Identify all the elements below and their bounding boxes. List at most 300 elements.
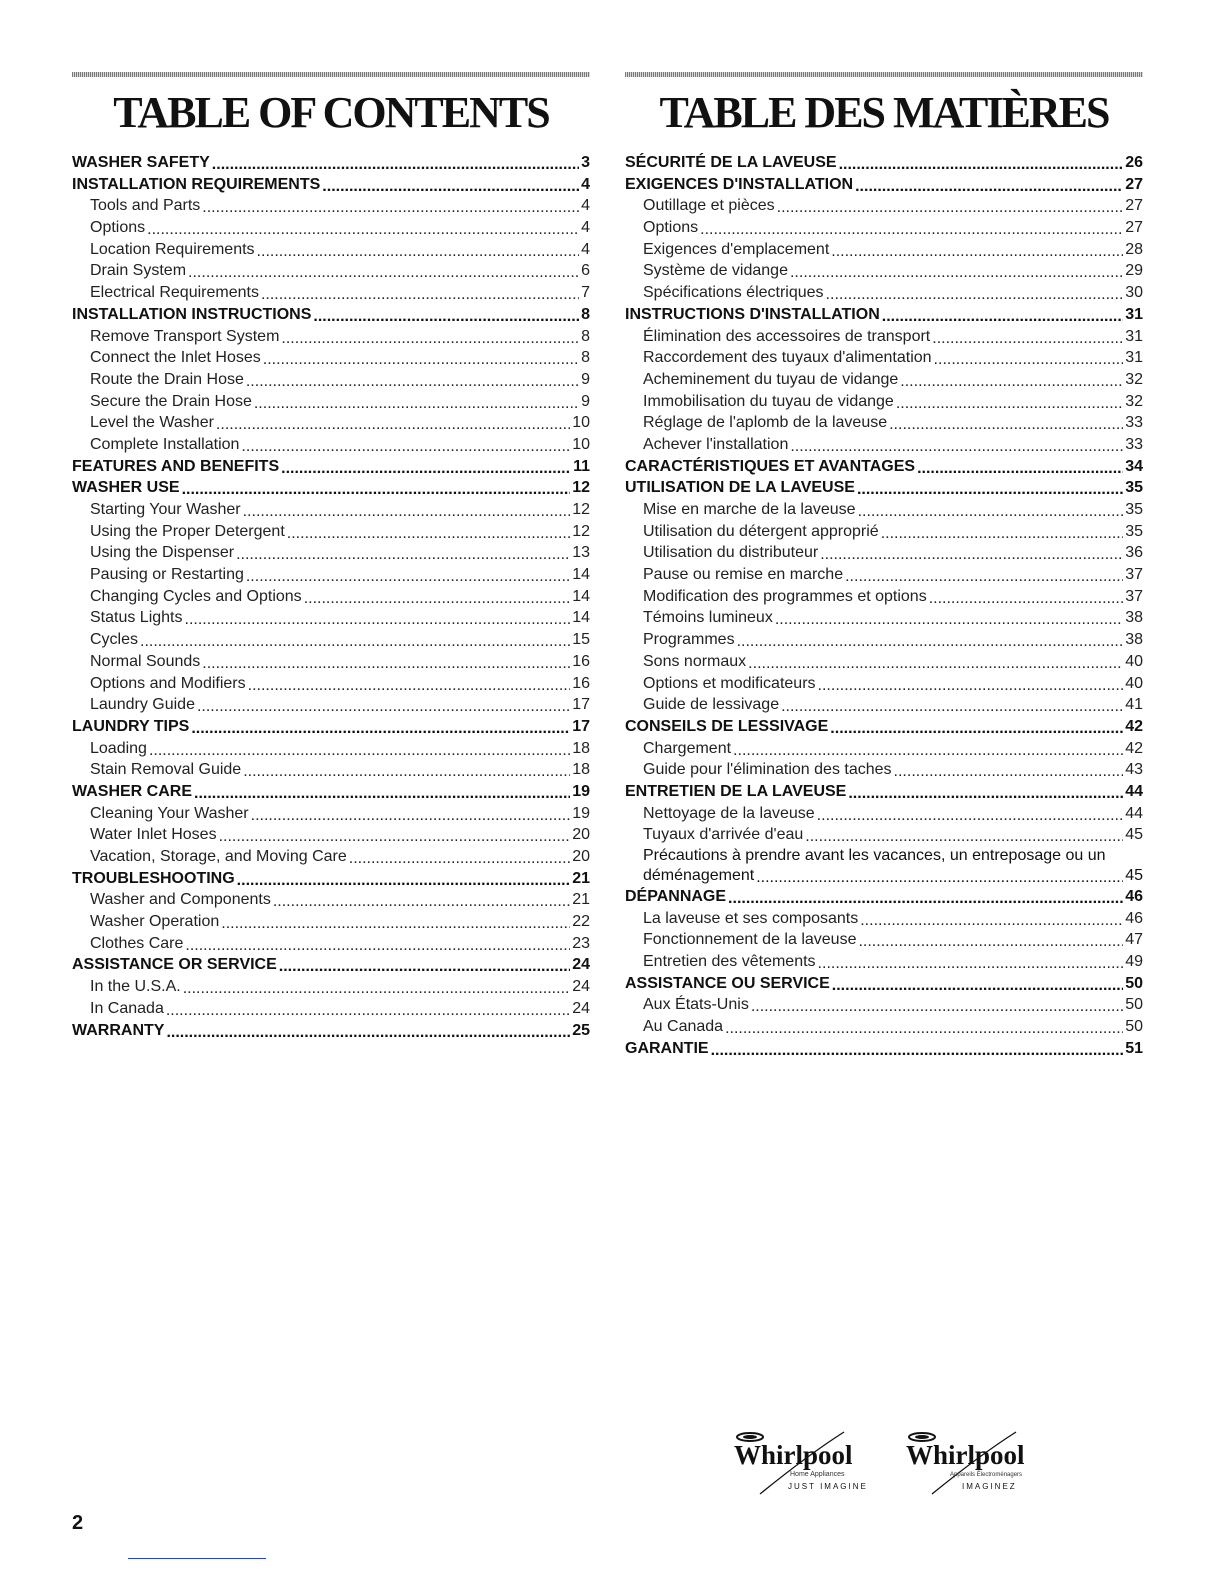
toc-section-entry xyxy=(72,716,590,738)
toc-subsection-entry xyxy=(72,369,590,391)
toc-page-number: 50 xyxy=(1125,1018,1143,1036)
toc-subsection-entry xyxy=(72,651,590,673)
toc-subsection-entry xyxy=(625,1016,1143,1038)
toc-english xyxy=(72,72,590,1041)
toc-page-number: 21 xyxy=(572,869,590,887)
toc-title: TABLE OF CONTENTS xyxy=(113,88,549,137)
toc-page-number: 27 xyxy=(1125,197,1143,215)
toc-entry-label: Route the Drain Hose xyxy=(90,370,244,388)
toc-entry-label-continued: déménagement xyxy=(643,867,755,884)
toc-entry-label: Laundry Guide xyxy=(90,696,195,714)
toc-subsection-entry xyxy=(72,629,590,651)
toc-page-number: 46 xyxy=(1125,888,1143,905)
toc-page-number: 8 xyxy=(581,305,590,323)
toc-subsection-entry xyxy=(72,282,590,304)
toc-page-number: 9 xyxy=(581,392,590,410)
dot-leader xyxy=(183,978,570,994)
toc-page-number: 17 xyxy=(572,717,590,735)
logo-tagline: IMAGINEZ xyxy=(962,1482,1017,1491)
toc-page-number: 36 xyxy=(1125,544,1143,562)
dot-leader xyxy=(737,631,1124,647)
toc-entry-label: Options xyxy=(90,219,146,237)
toc-subsection-entry xyxy=(625,738,1143,760)
toc-entry-label: Programmes xyxy=(643,631,735,649)
toc-entry-label: Cycles xyxy=(90,631,139,649)
toc-subsection-entry xyxy=(72,499,590,521)
toc-entry-label: Réglage de l'aplomb de la laveuse xyxy=(643,414,888,432)
toc-entry-label: INSTRUCTIONS D'INSTALLATION xyxy=(625,305,880,323)
dot-leader xyxy=(860,910,1123,926)
toc-entry-label: LAUNDRY TIPS xyxy=(72,717,190,735)
toc-entry-label: Acheminement du tuyau de vidange xyxy=(643,370,899,388)
dot-leader xyxy=(243,761,570,777)
toc-subsection-entry xyxy=(72,933,590,955)
toc-entry-label: Aux États-Unis xyxy=(643,996,749,1014)
dot-leader xyxy=(279,956,570,972)
toc-entry-label: WASHER SAFETY xyxy=(72,154,210,171)
toc-page-number: 19 xyxy=(572,804,590,822)
dot-leader xyxy=(166,1022,570,1038)
dot-leader xyxy=(273,891,570,907)
logo-wordmark: Whirlpool xyxy=(906,1440,1025,1470)
toc-page-number: 19 xyxy=(572,782,590,800)
dot-leader xyxy=(188,262,579,278)
toc-entry-label: DÉPANNAGE xyxy=(625,888,727,905)
toc-section-entry xyxy=(72,152,590,174)
toc-subsection-entry xyxy=(625,326,1143,348)
dot-leader xyxy=(711,1040,1124,1056)
toc-entry-label: Water Inlet Hoses xyxy=(90,826,217,844)
toc-entry-label: Level the Washer xyxy=(90,414,214,432)
logo-tagline: JUST IMAGINE xyxy=(788,1482,868,1491)
toc-entry-label: Electrical Requirements xyxy=(90,284,259,302)
toc-entry-label: Témoins lumineux xyxy=(643,609,773,627)
dot-leader xyxy=(237,870,571,886)
toc-page-number: 29 xyxy=(1125,262,1143,280)
toc-page-number: 38 xyxy=(1125,631,1143,649)
footer-link-underline[interactable] xyxy=(128,1558,266,1559)
toc-entry-label: Connect the Inlet Hoses xyxy=(90,349,261,367)
toc-page-number: 37 xyxy=(1125,587,1143,605)
toc-page-number: 10 xyxy=(572,414,590,432)
toc-page-number: 4 xyxy=(581,197,590,215)
toc-page-number: 4 xyxy=(581,175,590,193)
toc-entry-label: Pausing or Restarting xyxy=(90,566,244,584)
toc-subsection-entry xyxy=(72,586,590,608)
toc-subsection-entry xyxy=(625,282,1143,304)
dot-leader xyxy=(818,675,1124,691)
dot-leader xyxy=(202,197,579,213)
dot-leader xyxy=(349,848,570,864)
dot-leader xyxy=(881,523,1124,539)
toc-entry-label: GARANTIE xyxy=(625,1039,709,1057)
toc-subsection-entry xyxy=(625,586,1143,608)
toc-subsection-entry xyxy=(625,803,1143,825)
toc-section-entry xyxy=(72,456,590,478)
toc-entry-label: Washer Operation xyxy=(90,913,220,931)
toc-subsection-entry xyxy=(625,651,1143,673)
toc-entry-label: In Canada xyxy=(90,999,164,1017)
toc-page-number: 42 xyxy=(1125,739,1143,757)
toc-page-number: 12 xyxy=(572,501,590,518)
toc-page-number: 26 xyxy=(1125,154,1143,171)
toc-entry-continuation xyxy=(643,866,1143,886)
toc-page-number: 8 xyxy=(581,349,590,367)
toc-section-entry xyxy=(625,477,1143,499)
dot-leader xyxy=(832,975,1123,991)
dot-leader xyxy=(140,631,570,647)
toc-section-entry xyxy=(625,304,1143,326)
dot-leader xyxy=(733,740,1123,756)
dot-leader xyxy=(251,805,571,821)
toc-entry-label: Using the Dispenser xyxy=(90,544,235,562)
toc-entry-label: Précautions à prendre avant les vacances, un entreposage ou un xyxy=(643,847,1106,864)
toc-subsection-entry xyxy=(72,195,590,217)
toc-subsection-entry xyxy=(72,607,590,629)
toc-entry-label: Tools and Parts xyxy=(90,197,201,215)
toc-subsection-entry xyxy=(625,391,1143,413)
toc-subsection-entry xyxy=(72,326,590,348)
toc-entry-label: Achever l'installation xyxy=(643,435,789,453)
dot-leader xyxy=(748,653,1123,669)
toc-entry-label: Outillage et pièces xyxy=(643,197,775,215)
toc-entry-label: Raccordement des tuyaux d'alimentation xyxy=(643,349,932,367)
toc-page-number: 27 xyxy=(1125,175,1143,193)
toc-entry-label: ASSISTANCE OU SERVICE xyxy=(625,974,830,992)
toc-page-number: 47 xyxy=(1125,931,1143,949)
dot-leader xyxy=(243,501,571,517)
brand-logos xyxy=(732,1428,1072,1498)
toc-entry-label: Utilisation du détergent approprié xyxy=(643,522,879,540)
toc-section-entry xyxy=(625,174,1143,196)
toc-page-number: 18 xyxy=(572,739,590,757)
toc-page-number: 16 xyxy=(572,652,590,670)
toc-entry-label: Chargement xyxy=(643,739,732,757)
toc-entry-label: Fonctionnement de la laveuse xyxy=(643,931,857,949)
toc-page-number: 35 xyxy=(1125,522,1143,540)
dot-leader xyxy=(202,653,570,669)
toc-page-number: 14 xyxy=(572,609,590,627)
toc-subsection-entry xyxy=(625,260,1143,282)
toc-page-number: 21 xyxy=(572,891,590,909)
toc-subsection-entry xyxy=(72,694,590,716)
toc-page-number: 9 xyxy=(581,370,590,388)
toc-page-number: 45 xyxy=(1125,826,1143,844)
toc-entry-label: Options and Modifiers xyxy=(90,674,246,692)
dot-leader xyxy=(725,1018,1123,1034)
dot-leader xyxy=(149,740,570,756)
toc-subsection-entry xyxy=(72,391,590,413)
dot-leader xyxy=(248,675,571,691)
toc-entry-label: INSTALLATION REQUIREMENTS xyxy=(72,175,321,193)
toc-section-entry xyxy=(625,152,1143,174)
dot-leader xyxy=(261,284,579,300)
toc-page-number: 50 xyxy=(1125,974,1143,992)
toc-page-number: 28 xyxy=(1125,240,1143,258)
whirlpool-logo-french xyxy=(904,1428,1054,1498)
toc-entry-label: Location Requirements xyxy=(90,240,255,258)
dot-leader xyxy=(182,479,571,495)
toc-subsection-entry xyxy=(625,347,1143,369)
toc-subsection-entry xyxy=(625,521,1143,543)
toc-subsection-entry xyxy=(72,976,590,998)
toc-subsection-entry xyxy=(625,499,1143,521)
toc-entry-label: La laveuse et ses composants xyxy=(643,909,859,927)
dot-leader xyxy=(900,371,1123,387)
toc-subsection-entry xyxy=(625,759,1143,781)
logo-subtitle: Home Appliances xyxy=(790,1471,845,1478)
toc-entry-label: Nettoyage de la laveuse xyxy=(643,804,815,822)
toc-page-number: 42 xyxy=(1125,717,1143,735)
dot-leader xyxy=(246,371,579,387)
toc-page-number: 49 xyxy=(1125,953,1143,971)
dot-leader xyxy=(751,996,1123,1012)
toc-subsection-entry xyxy=(625,195,1143,217)
toc-page-number: 31 xyxy=(1125,349,1143,367)
toc-entry-label: In the U.S.A. xyxy=(90,978,181,996)
toc-subsection-entry xyxy=(625,369,1143,391)
toc-page-number: 13 xyxy=(572,544,590,562)
toc-subsection-entry xyxy=(72,521,590,543)
dot-leader xyxy=(894,761,1124,777)
toc-page-number: 40 xyxy=(1125,674,1143,692)
dot-leader xyxy=(147,219,579,235)
dot-leader xyxy=(845,566,1123,582)
dot-leader xyxy=(934,349,1124,365)
toc-page-number: 50 xyxy=(1125,996,1143,1014)
toc-section-entry xyxy=(72,174,590,196)
toc-entry-label: Système de vidange xyxy=(643,262,788,280)
dot-leader xyxy=(775,609,1123,625)
toc-subsection-entry xyxy=(625,994,1143,1016)
toc-entry-label: ENTRETIEN DE LA LAVEUSE xyxy=(625,782,847,800)
toc-page-number: 46 xyxy=(1125,909,1143,927)
toc-title: TABLE DES MATIÈRES xyxy=(659,88,1109,137)
toc-subsection-entry xyxy=(72,889,590,911)
page-number: 2 xyxy=(72,1512,84,1534)
toc-entry-label: Loading xyxy=(90,739,147,757)
toc-page-number: 31 xyxy=(1125,305,1143,323)
toc-page-number: 18 xyxy=(572,761,590,779)
toc-list xyxy=(72,152,590,1041)
toc-entry-label: Pause ou remise en marche xyxy=(643,566,844,584)
toc-page-number: 20 xyxy=(572,826,590,844)
dot-leader xyxy=(197,696,570,712)
toc-subsection-entry xyxy=(625,239,1143,261)
toc-french xyxy=(625,72,1143,1060)
toc-page-number: 7 xyxy=(581,284,590,302)
dot-leader xyxy=(313,306,579,322)
toc-entry-label: CARACTÉRISTIQUES ET AVANTAGES xyxy=(625,457,916,475)
toc-page-number: 31 xyxy=(1125,327,1143,345)
dot-leader xyxy=(831,241,1123,257)
dot-leader xyxy=(932,328,1123,344)
toc-entry-label: Options et modificateurs xyxy=(643,674,816,692)
dot-leader xyxy=(221,913,570,929)
dot-leader xyxy=(882,306,1123,322)
dot-leader xyxy=(756,868,1123,884)
toc-subsection-entry xyxy=(72,803,590,825)
toc-page-number: 25 xyxy=(572,1021,590,1039)
toc-entry-label: WARRANTY xyxy=(72,1021,165,1039)
toc-subsection-entry xyxy=(72,260,590,282)
toc-section-entry xyxy=(625,886,1143,908)
toc-entry-label: Cleaning Your Washer xyxy=(90,804,249,822)
toc-entry-label: Élimination des accessoires de transport xyxy=(643,327,931,345)
whirlpool-logo-english xyxy=(732,1428,882,1498)
toc-entry-label: Exigences d'emplacement xyxy=(643,240,830,258)
toc-entry-label: Guide pour l'élimination des taches xyxy=(643,761,892,779)
toc-section-entry xyxy=(625,716,1143,738)
dot-leader xyxy=(281,458,571,474)
toc-subsection-entry xyxy=(72,434,590,456)
toc-entry-label: Immobilisation du tuyau de vidange xyxy=(643,392,894,410)
toc-page-number: 10 xyxy=(572,435,590,453)
toc-subsection-entry xyxy=(625,542,1143,564)
toc-section-entry xyxy=(72,477,590,499)
toc-entry-label: Guide de lessivage xyxy=(643,696,780,714)
toc-page-number: 15 xyxy=(572,631,590,649)
toc-entry-label: Sons normaux xyxy=(643,652,747,670)
top-rule xyxy=(625,72,1143,77)
toc-subsection-entry xyxy=(72,217,590,239)
dot-leader xyxy=(304,588,571,604)
toc-subsection-entry xyxy=(72,738,590,760)
toc-page-number: 34 xyxy=(1125,457,1143,475)
toc-entry-label: CONSEILS DE LESSIVAGE xyxy=(625,717,829,735)
toc-page-number: 23 xyxy=(572,934,590,952)
dot-leader xyxy=(287,523,570,539)
toc-entry-label: Secure the Drain Hose xyxy=(90,392,252,410)
toc-section-entry xyxy=(625,1038,1143,1060)
toc-page-number: 12 xyxy=(572,479,590,497)
dot-leader xyxy=(929,588,1124,604)
dot-leader xyxy=(790,262,1123,278)
dot-leader xyxy=(185,609,571,625)
toc-entry-label: Changing Cycles and Options xyxy=(90,587,302,605)
toc-subsection-entry xyxy=(625,929,1143,951)
toc-subsection-entry xyxy=(625,908,1143,930)
dot-leader xyxy=(820,544,1123,560)
toc-page-number: 51 xyxy=(1125,1039,1143,1057)
toc-page-number: 45 xyxy=(1125,867,1143,884)
toc-subsection-entry xyxy=(72,412,590,434)
toc-page-number: 35 xyxy=(1125,501,1143,518)
toc-entry-label: Tuyaux d'arrivée d'eau xyxy=(643,826,804,844)
toc-page-number: 41 xyxy=(1125,696,1143,714)
toc-subsection-entry xyxy=(625,564,1143,586)
dot-leader xyxy=(281,328,579,344)
dot-leader xyxy=(848,783,1123,799)
toc-entry-label: Modification des programmes et options xyxy=(643,587,927,605)
dot-leader xyxy=(219,826,571,842)
dot-leader xyxy=(818,953,1124,969)
dot-leader xyxy=(241,436,570,452)
dot-leader xyxy=(896,393,1123,409)
toc-entry-label: INSTALLATION INSTRUCTIONS xyxy=(72,305,312,323)
dot-leader xyxy=(826,284,1124,300)
toc-subsection-entry xyxy=(72,673,590,695)
toc-page-number: 43 xyxy=(1125,761,1143,779)
dot-leader xyxy=(790,436,1123,452)
toc-subsection-entry xyxy=(72,998,590,1020)
toc-page-number: 27 xyxy=(1125,219,1143,237)
toc-entry-label: EXIGENCES D'INSTALLATION xyxy=(625,175,854,193)
toc-page-number: 37 xyxy=(1125,566,1143,584)
dot-leader xyxy=(216,414,570,430)
toc-page-number: 35 xyxy=(1125,479,1143,497)
toc-entry-label: Status Lights xyxy=(90,609,183,627)
toc-entry-label: Washer and Components xyxy=(90,891,271,909)
dot-leader xyxy=(263,349,579,365)
dot-leader xyxy=(855,176,1123,192)
dot-leader xyxy=(805,826,1123,842)
toc-section-entry xyxy=(625,456,1143,478)
dot-leader xyxy=(700,219,1123,235)
toc-entry-label: Starting Your Washer xyxy=(90,501,241,518)
dot-leader xyxy=(728,888,1123,904)
toc-page-number: 8 xyxy=(581,327,590,345)
dot-leader xyxy=(254,393,579,409)
dot-leader xyxy=(246,566,570,582)
toc-entry-label: Options xyxy=(643,219,699,237)
toc-entry-label: Using the Proper Detergent xyxy=(90,522,285,540)
toc-entry-label: Complete Installation xyxy=(90,435,240,453)
toc-subsection-entry xyxy=(72,824,590,846)
toc-page-number: 4 xyxy=(581,219,590,237)
dot-leader xyxy=(817,805,1124,821)
dot-leader xyxy=(889,414,1123,430)
toc-page-number: 22 xyxy=(572,913,590,931)
toc-subsection-entry xyxy=(625,217,1143,239)
toc-subsection-entry xyxy=(625,629,1143,651)
toc-entry-label: Stain Removal Guide xyxy=(90,761,242,779)
toc-page-number: 12 xyxy=(572,522,590,540)
dot-leader xyxy=(858,501,1124,517)
toc-subsection-entry xyxy=(625,607,1143,629)
toc-entry-label: WASHER USE xyxy=(72,479,180,497)
dot-leader xyxy=(839,154,1124,170)
toc-entry-label: UTILISATION DE LA LAVEUSE xyxy=(625,479,855,497)
toc-entry-label: Entretien des vêtements xyxy=(643,953,816,971)
toc-entry-label: TROUBLESHOOTING xyxy=(72,869,235,887)
dot-leader xyxy=(777,197,1124,213)
toc-subsection-entry xyxy=(72,846,590,868)
toc-page-number: 16 xyxy=(572,674,590,692)
dot-leader xyxy=(858,931,1123,947)
dot-leader xyxy=(212,154,579,170)
toc-entry-label: ASSISTANCE OR SERVICE xyxy=(72,956,277,974)
toc-entry-label: FEATURES AND BENEFITS xyxy=(72,457,280,475)
toc-page-number: 44 xyxy=(1125,804,1143,822)
toc-entry-label: Clothes Care xyxy=(90,934,184,952)
toc-entry-label: Remove Transport System xyxy=(90,327,280,345)
toc-page-number: 32 xyxy=(1125,370,1143,388)
dot-leader xyxy=(830,718,1123,734)
toc-section-entry xyxy=(625,973,1143,995)
toc-page-number: 14 xyxy=(572,587,590,605)
dot-leader xyxy=(917,458,1123,474)
toc-list xyxy=(625,152,1143,1060)
toc-page-number: 33 xyxy=(1125,435,1143,453)
toc-page-number: 30 xyxy=(1125,284,1143,302)
toc-page-number: 24 xyxy=(572,999,590,1017)
dot-leader xyxy=(191,718,570,734)
dot-leader xyxy=(194,783,570,799)
toc-section-entry xyxy=(72,781,590,803)
dot-leader xyxy=(257,241,580,257)
dot-leader xyxy=(322,176,579,192)
